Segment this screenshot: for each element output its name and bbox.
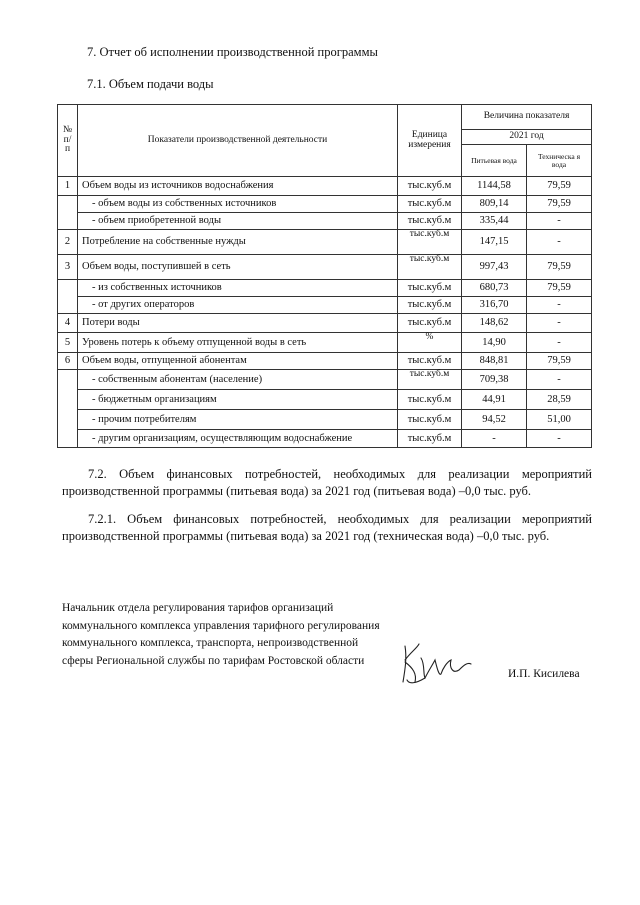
row-technical: - — [527, 297, 592, 314]
row-num-empty — [58, 196, 78, 230]
row-technical: - — [527, 333, 592, 353]
table-row — [58, 297, 592, 314]
table-row — [58, 333, 592, 353]
row-name: - бюджетным организациям — [78, 390, 398, 410]
row-technical: 51,00 — [527, 410, 592, 430]
row-name: - объем воды из собственных источников — [78, 196, 398, 213]
signatory-name: И.П. Кисилева — [508, 668, 580, 680]
row-technical: 79,59 — [527, 353, 592, 370]
table-row — [58, 177, 592, 196]
header-year: 2021 год — [462, 130, 592, 145]
row-drinking: 848,81 — [462, 353, 527, 370]
row-unit: тыс.куб.м — [398, 230, 462, 255]
subsection-heading: 7.1. Объем подачи воды — [87, 77, 214, 91]
handwritten-signature — [395, 638, 473, 688]
header-unit: Единица измерения — [398, 105, 462, 177]
row-num-empty — [58, 370, 78, 448]
row-drinking: 148,62 — [462, 314, 527, 333]
table-row — [58, 196, 592, 213]
row-technical: 79,59 — [527, 255, 592, 280]
row-num: 6 — [58, 353, 78, 370]
header-num: № п/ п — [58, 105, 78, 177]
row-technical: - — [527, 230, 592, 255]
row-name: - объем приобретенной воды — [78, 213, 398, 230]
table-row — [58, 213, 592, 230]
table-row — [58, 255, 592, 280]
table-row — [58, 230, 592, 255]
row-drinking: 680,73 — [462, 280, 527, 297]
table-row — [58, 370, 592, 390]
row-name: - от других операторов — [78, 297, 398, 314]
row-technical: 79,59 — [527, 196, 592, 213]
row-name: Потери воды — [78, 314, 398, 333]
table-row — [58, 280, 592, 297]
header-technical: Техническа я вода — [527, 145, 592, 177]
row-technical: 28,59 — [527, 390, 592, 410]
row-unit: тыс.куб.м — [398, 297, 462, 314]
row-unit: тыс.куб.м — [398, 255, 462, 280]
row-unit: тыс.куб.м — [398, 314, 462, 333]
row-technical: - — [527, 430, 592, 448]
row-drinking: 316,70 — [462, 297, 527, 314]
paragraph-7-2: 7.2. Объем финансовых потребностей, необходимых для реализации мероприятий производственной программы (питьевая вода) за 2021 год (питьевая вода) –0,0 тыс. руб. — [62, 467, 592, 498]
row-num: 1 — [58, 177, 78, 196]
row-drinking: 1144,58 — [462, 177, 527, 196]
row-technical: 79,59 — [527, 280, 592, 297]
row-drinking: 94,52 — [462, 410, 527, 430]
row-unit: тыс.куб.м — [398, 280, 462, 297]
row-drinking: 997,43 — [462, 255, 527, 280]
table-row — [58, 314, 592, 333]
row-unit: тыс.куб.м — [398, 430, 462, 448]
row-unit: тыс.куб.м — [398, 410, 462, 430]
table-row — [58, 430, 592, 448]
table-row — [58, 410, 592, 430]
row-name: - другим организациям, осуществляющим водоснабжение — [78, 430, 398, 448]
section-heading: 7. Отчет об исполнении производственной программы — [87, 45, 378, 59]
header-indicator: Показатели производственной деятельности — [78, 105, 398, 177]
row-name: Объем воды из источников водоснабжения — [78, 177, 398, 196]
row-num-empty — [58, 280, 78, 314]
header-drinking: Питьевая вода — [462, 145, 527, 177]
row-name: Объем воды, поступившей в сеть — [78, 255, 398, 280]
row-name: - из собственных источников — [78, 280, 398, 297]
row-name: - прочим потребителям — [78, 410, 398, 430]
paragraph-7-2-1: 7.2.1. Объем финансовых потребностей, необходимых для реализации мероприятий производственной программы (питьевая вода) за 2021 год (техническая вода) –0,0 тыс. руб. — [62, 512, 592, 543]
row-num: 4 — [58, 314, 78, 333]
row-technical: - — [527, 213, 592, 230]
table-row — [58, 390, 592, 410]
table-row — [58, 353, 592, 370]
row-name: Уровень потерь к объему отпущенной воды в сеть — [78, 333, 398, 353]
row-name: - собственным абонентам (население) — [78, 370, 398, 390]
row-drinking: 147,15 — [462, 230, 527, 255]
row-unit: тыс.куб.м — [398, 390, 462, 410]
header-value: Величина показателя — [462, 105, 592, 130]
row-unit: % — [398, 333, 462, 353]
row-drinking: - — [462, 430, 527, 448]
row-name: Объем воды, отпущенной абонентам — [78, 353, 398, 370]
row-technical: 79,59 — [527, 177, 592, 196]
row-name: Потребление на собственные нужды — [78, 230, 398, 255]
row-num: 5 — [58, 333, 78, 353]
water-supply-table — [57, 104, 592, 448]
row-num: 2 — [58, 230, 78, 255]
row-unit: тыс.куб.м — [398, 177, 462, 196]
row-num: 3 — [58, 255, 78, 280]
row-unit: тыс.куб.м — [398, 370, 462, 390]
row-drinking: 44,91 — [462, 390, 527, 410]
row-unit: тыс.куб.м — [398, 213, 462, 230]
row-unit: тыс.куб.м — [398, 196, 462, 213]
signatory-position: Начальник отдела регулирования тарифов организаций коммунального комплекса управления тарифного регулирования коммунального комплекса, транспорта, непроизводственной сферы Региональной службы по тарифам Ростовской области — [62, 602, 380, 667]
row-drinking: 335,44 — [462, 213, 527, 230]
row-unit: тыс.куб.м — [398, 353, 462, 370]
row-drinking: 14,90 — [462, 333, 527, 353]
row-technical: - — [527, 370, 592, 390]
row-drinking: 809,14 — [462, 196, 527, 213]
row-drinking: 709,38 — [462, 370, 527, 390]
row-technical: - — [527, 314, 592, 333]
